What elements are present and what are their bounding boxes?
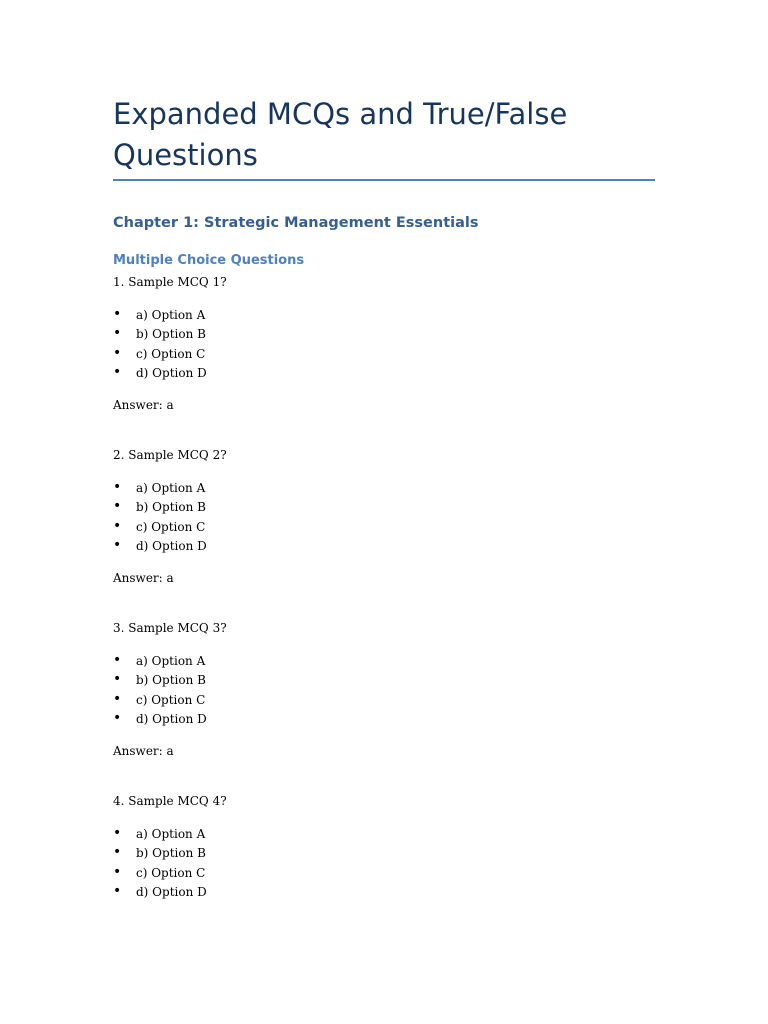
option-list xyxy=(113,479,653,557)
option-item xyxy=(113,518,653,537)
answer-text: Answer: a xyxy=(113,743,174,758)
bullet-icon: • xyxy=(113,498,122,515)
bullet-icon: • xyxy=(113,690,122,707)
question-block-4 xyxy=(113,793,653,903)
option-label: c) Option C xyxy=(136,692,206,707)
question-text: 3. Sample MCQ 3? xyxy=(113,621,227,635)
option-list xyxy=(113,652,653,730)
title-underline xyxy=(113,179,655,181)
bullet-icon: • xyxy=(113,883,122,900)
bullet-icon: • xyxy=(113,844,122,861)
option-item xyxy=(113,825,653,844)
option-label: b) Option B xyxy=(136,500,206,515)
option-label: b) Option B xyxy=(136,846,206,861)
question-text: 4. Sample MCQ 4? xyxy=(113,794,227,808)
option-list xyxy=(113,306,653,384)
option-item xyxy=(113,883,653,902)
option-item xyxy=(113,537,653,556)
option-item xyxy=(113,864,653,883)
bullet-icon: • xyxy=(113,825,122,841)
question-text: 2. Sample MCQ 2? xyxy=(113,448,227,462)
answer-text: Answer: a xyxy=(113,397,174,412)
chapter-heading: Chapter 1: Strategic Management Essentials xyxy=(113,215,479,231)
option-item xyxy=(113,345,653,364)
option-item xyxy=(113,844,653,863)
option-item xyxy=(113,306,653,325)
bullet-icon: • xyxy=(113,863,122,880)
option-label: a) Option A xyxy=(136,308,206,322)
option-label: b) Option B xyxy=(136,673,206,688)
bullet-icon: • xyxy=(113,479,122,495)
question-text: 1. Sample MCQ 1? xyxy=(113,275,227,289)
option-label: b) Option B xyxy=(136,327,206,342)
question-block-1 xyxy=(113,274,653,414)
option-label: c) Option C xyxy=(136,346,206,361)
option-label: d) Option D xyxy=(136,366,207,381)
option-item xyxy=(113,710,653,729)
document-title: Expanded MCQs and True/False Questions xyxy=(113,97,568,172)
option-item xyxy=(113,364,653,383)
option-item xyxy=(113,691,653,710)
option-label: d) Option D xyxy=(136,539,207,554)
option-label: c) Option C xyxy=(136,865,206,880)
option-label: a) Option A xyxy=(136,827,206,841)
option-label: d) Option D xyxy=(136,885,207,900)
option-item xyxy=(113,671,653,690)
option-label: d) Option D xyxy=(136,712,207,727)
option-item xyxy=(113,498,653,517)
question-block-3 xyxy=(113,620,653,760)
bullet-icon: • xyxy=(113,652,122,668)
option-item xyxy=(113,479,653,498)
option-list xyxy=(113,825,653,903)
bullet-icon: • xyxy=(113,306,122,322)
bullet-icon: • xyxy=(113,671,122,688)
bullet-icon: • xyxy=(113,517,122,534)
option-item xyxy=(113,652,653,671)
section-heading: Multiple Choice Questions xyxy=(113,253,305,268)
bullet-icon: • xyxy=(113,710,122,727)
answer-text: Answer: a xyxy=(113,570,174,585)
bullet-icon: • xyxy=(113,537,122,554)
option-label: a) Option A xyxy=(136,654,206,668)
bullet-icon: • xyxy=(113,344,122,361)
bullet-icon: • xyxy=(113,364,122,381)
option-label: a) Option A xyxy=(136,481,206,495)
question-block-2 xyxy=(113,447,653,587)
option-item xyxy=(113,325,653,344)
bullet-icon: • xyxy=(113,325,122,342)
option-label: c) Option C xyxy=(136,519,206,534)
